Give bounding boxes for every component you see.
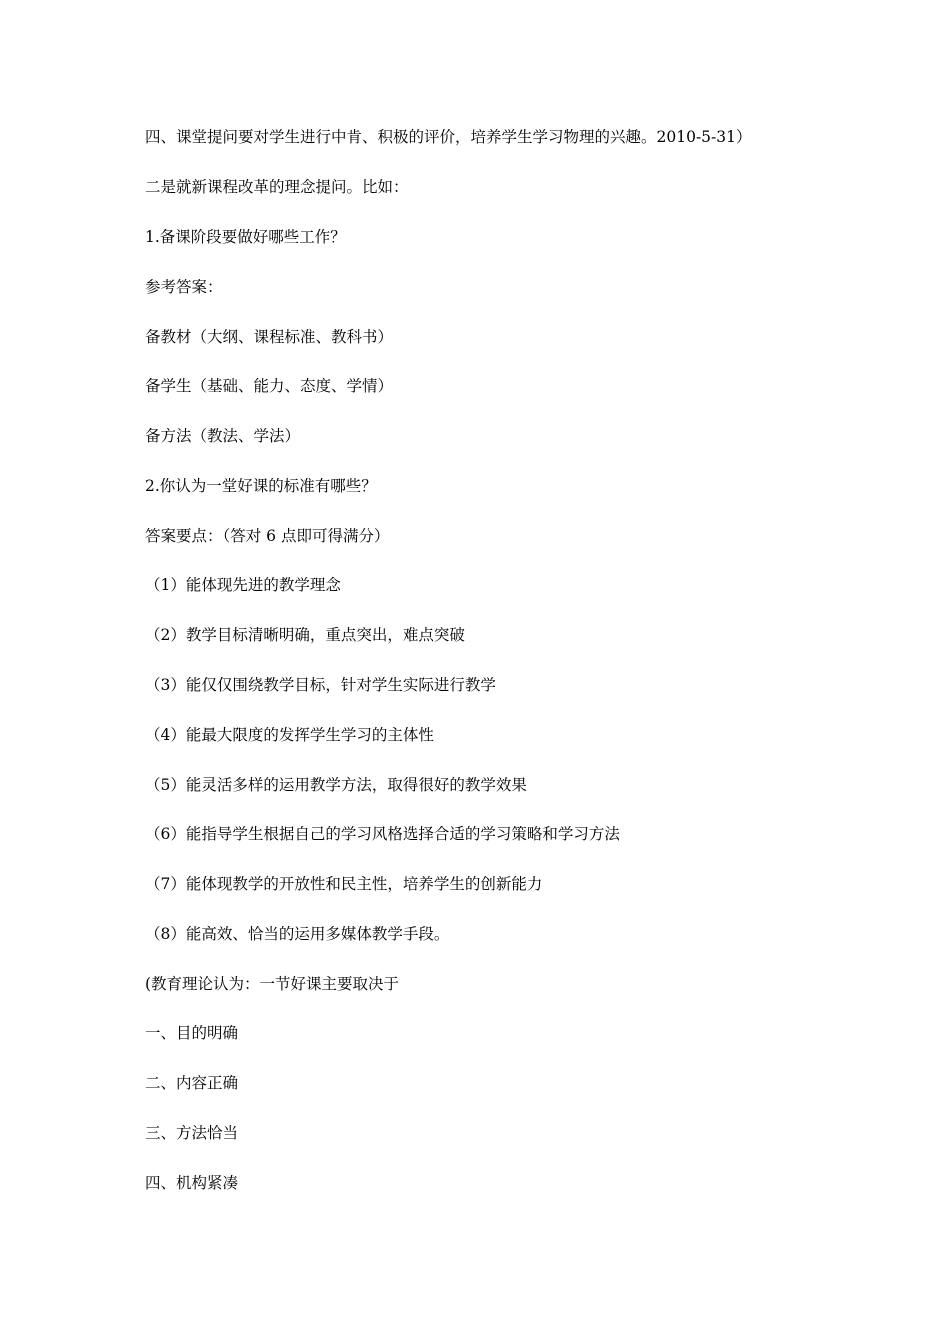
list-item-4: （4）能最大限度的发挥学生学习的主体性 [145,726,434,744]
answer-heading-1: 参考答案： [145,278,223,296]
list-item-7: （7）能体现教学的开放性和民主性，培养学生的创新能力 [145,875,543,893]
list-item-8: （8）能高效、恰当的运用多媒体教学手段。 [145,925,450,943]
answer-item-methods: 备方法（教法、学法） [145,427,301,445]
list-item-6: （6）能指导学生根据自己的学习风格选择合适的学习策略和学习方法 [145,825,620,843]
theory-point-4: 四、机构紧凑 [145,1174,239,1192]
theory-point-1: 一、目的明确 [145,1024,239,1042]
paragraph-new-curriculum-intro: 二是就新课程改革的理念提问。比如： [145,178,409,196]
list-item-1: （1）能体现先进的教学理念 [145,576,341,594]
answer-item-materials: 备教材（大纲、课程标准、教科书） [145,328,394,346]
answer-item-students: 备学生（基础、能力、态度、学情） [145,377,394,395]
theory-point-2: 二、内容正确 [145,1074,239,1092]
list-item-5: （5）能灵活多样的运用教学方法，取得很好的教学效果 [145,776,527,794]
paragraph-evaluation-note: 四、课堂提问要对学生进行中肯、积极的评价，培养学生学习物理的兴趣。2010-5-31） [145,128,752,146]
question-1: 1.备课阶段要做好哪些工作？ [145,228,346,246]
theory-note: (教育理论认为：一节好课主要取决于 [145,975,400,993]
question-2: 2.你认为一堂好课的标准有哪些？ [145,477,377,495]
list-item-2: （2）教学目标清晰明确，重点突出，难点突破 [145,626,465,644]
theory-point-3: 三、方法恰当 [145,1124,239,1142]
list-item-3: （3）能仅仅围绕教学目标，针对学生实际进行教学 [145,676,496,694]
answer-heading-2: 答案要点：（答对 6 点即可得满分） [145,527,390,545]
